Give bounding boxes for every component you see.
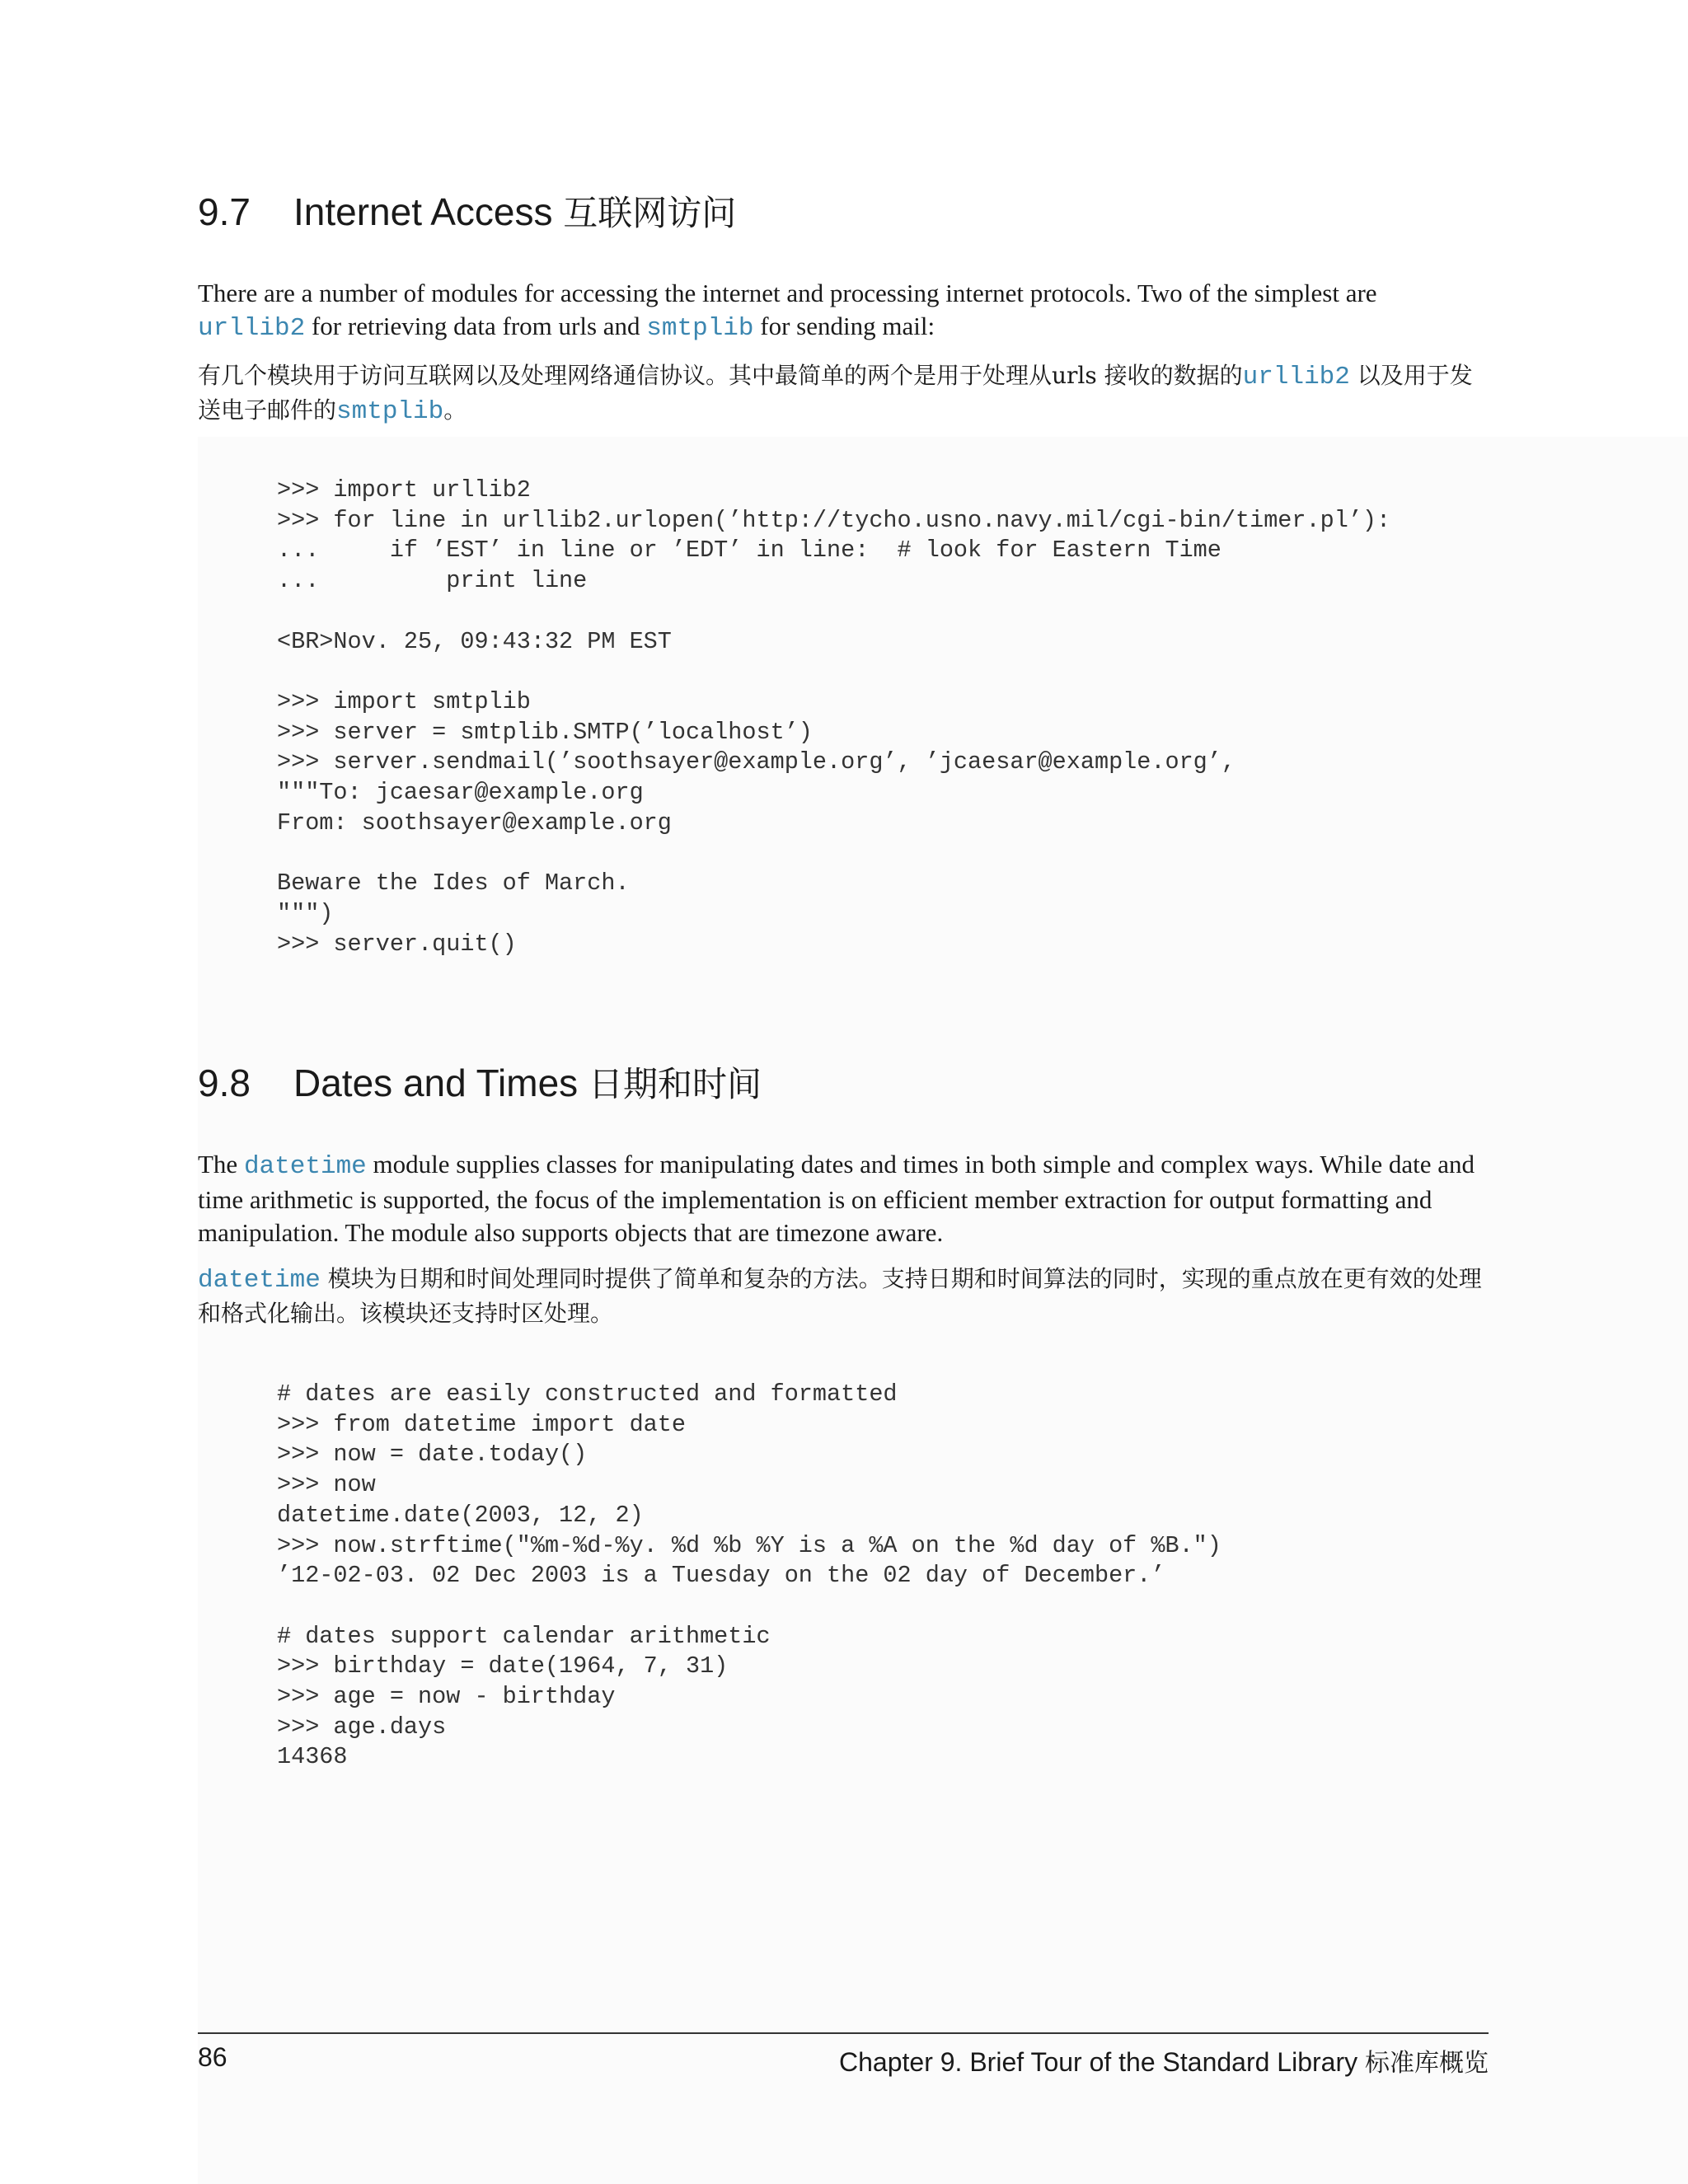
chapter-title-chinese: 标准库概览 <box>1365 2049 1489 2078</box>
paragraph-text: 以及用于发送电子邮件的 <box>198 362 1473 424</box>
internet-access-code-block: >>> import urllib2 >>> for line in urllib2.urlopen(’http://tycho.usno.navy.mil/cgi-bin/timer.pl’): ... if ’EST’ in line or ’EDT’ in line: # look for Eastern Time ... print line <BR>Nov. 25, 09:43:32 PM EST >>> import smtplib >>> server = smtplib.SMTP(’localhost’) >>> server.sendmail(’soothsayer@example.org’, ’jcaesar@example.org’, """To: jcaesar@example.org From: soothsayer@example.org Beware the Ides of March. """) >>> server.quit() <box>277 476 1391 958</box>
section-heading-internet-access <box>198 186 736 236</box>
section-heading-dates-and-times <box>198 1057 762 1107</box>
paragraph-text: There are a number of modules for accessing the internet and processing internet protocols. Two of the simplest are <box>198 279 1377 307</box>
dates-and-times-code-block: # dates are easily constructed and formatted >>> from datetime import date >>> now = date.today() >>> now datetime.date(2003, 12, 2) >>> now.strftime("%m-%d-%y. %d %b %Y is a %A on the %d day of %B.") ’12-02-03. 02 Dec 2003 is a Tuesday on the 02 day of December.’ # dates support calendar arithmetic >>> birthday = date(1964, 7, 31) >>> age = now - birthday >>> age.days 14368 <box>277 1380 1221 1771</box>
paragraph-text: The <box>198 1150 244 1179</box>
smtplib-module-link[interactable]: smtplib <box>646 314 754 343</box>
paragraph-text: 。 <box>443 396 467 424</box>
dates-and-times-paragraph <box>198 1148 1489 1249</box>
page-number: 86 <box>198 2042 227 2072</box>
paragraph-text: 有几个模块用于访问互联网以及处理网络通信协议。其中最简单的两个是用于处理从urls 接收的数据的 <box>198 362 1243 389</box>
paragraph-text: module supplies classes for manipulating dates and times in both simple and complex ways. While date and time arithmetic is supported, the focus of the implementation is on efficient member extraction for output formatting and manipulation. The module also supports objects that are timezone aware. <box>198 1150 1475 1247</box>
section-title-chinese: 日期和时间 <box>588 1064 762 1104</box>
dates-and-times-paragraph-chinese <box>198 1263 1489 1330</box>
chapter-footer <box>839 2042 1489 2079</box>
footer-divider <box>198 2032 1489 2034</box>
urllib2-module-link[interactable]: urllib2 <box>198 314 306 343</box>
paragraph-text: 模块为日期和时间处理同时提供了简单和复杂的方法。支持日期和时间算法的同时，实现的重点放在更有效的处理和格式化输出。该模块还支持时区处理。 <box>198 1265 1482 1327</box>
chapter-title: Chapter 9. Brief Tour of the Standard Library <box>839 2047 1358 2077</box>
smtplib-module-link[interactable]: smtplib <box>336 397 444 426</box>
datetime-module-link[interactable]: datetime <box>243 1152 367 1181</box>
section-number: 9.7 <box>198 190 251 233</box>
internet-access-paragraph <box>198 277 1489 345</box>
section-title-chinese: 互联网访问 <box>563 193 737 233</box>
section-title-text: Internet Access <box>293 190 553 233</box>
paragraph-text: for sending mail: <box>753 312 935 340</box>
datetime-module-link[interactable]: datetime <box>198 1266 321 1295</box>
section-title-text: Dates and Times <box>293 1062 579 1104</box>
section-number: 9.8 <box>198 1062 251 1104</box>
urllib2-module-link[interactable]: urllib2 <box>1242 363 1350 391</box>
paragraph-text: for retrieving data from urls and <box>305 312 647 340</box>
internet-access-paragraph-chinese <box>198 359 1489 429</box>
